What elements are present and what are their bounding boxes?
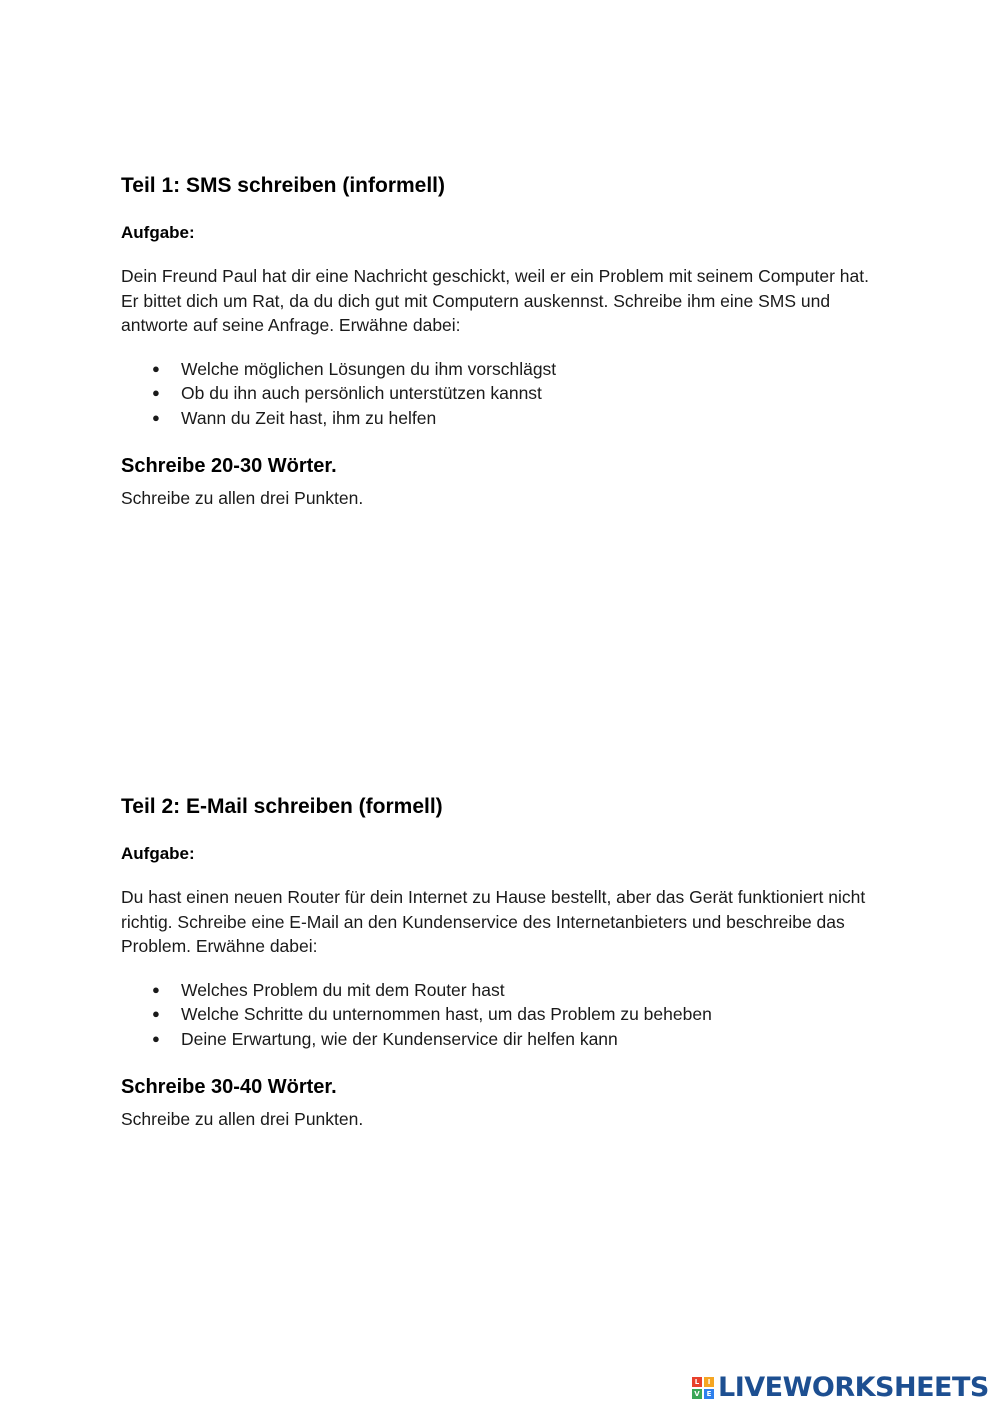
- instruction-note: Schreibe zu allen drei Punkten.: [121, 1109, 364, 1129]
- section-teil-1: [121, 172, 881, 510]
- list-item: [121, 1027, 881, 1052]
- list-item: [121, 357, 881, 382]
- list-item-text: Wann du Zeit hast, ihm zu helfen: [181, 407, 437, 428]
- list-item-text: Ob du ihn auch persönlich unterstützen kannst: [181, 383, 542, 403]
- word-count-heading: Schreibe 30-40 Wörter.: [121, 1076, 337, 1098]
- logo-letter-i: I: [704, 1377, 714, 1387]
- bullet-icon: ●: [152, 981, 160, 997]
- section-title: Teil 2: E-Mail schreiben (formell): [121, 795, 443, 818]
- section-title: Teil 1: SMS schreiben (informell): [121, 174, 446, 197]
- logo-letter-e: E: [704, 1389, 714, 1399]
- list-item: [121, 1002, 881, 1027]
- bullet-icon: ●: [152, 1006, 160, 1021]
- list-item: [121, 381, 881, 406]
- liveworksheets-logo: [692, 1372, 989, 1404]
- bullet-icon: ●: [152, 360, 160, 376]
- list-item-text: Welche Schritte du unternommen hast, um das Problem zu beheben: [181, 1004, 712, 1024]
- task-label: Aufgabe:: [121, 844, 195, 863]
- section-teil-2: [121, 793, 881, 1131]
- list-item-text: Welches Problem du mit dem Router hast: [181, 979, 505, 1000]
- list-item-text: Welche möglichen Lösungen du ihm vorschlägst: [181, 358, 557, 379]
- logo-letter-l: L: [692, 1377, 702, 1387]
- task-text: Du hast einen neuen Router für dein Internet zu Hause bestellt, aber das Gerät funktioniert nicht richtig. Schreibe eine E-Mail an den Kundenservice des Internetanbieters und beschreibe das Problem. Erwähne dabei:: [121, 887, 866, 956]
- bullet-list: [121, 978, 881, 1052]
- logo-letter-v: V: [692, 1389, 702, 1399]
- bullet-list: [121, 357, 881, 431]
- bullet-icon: ●: [152, 1030, 160, 1046]
- list-item-text: Deine Erwartung, wie der Kundenservice dir helfen kann: [181, 1028, 618, 1049]
- task-label: Aufgabe:: [121, 223, 195, 242]
- brand-name: LIVEWORKSHEETS: [718, 1372, 989, 1403]
- word-count-heading: Schreibe 20-30 Wörter.: [121, 455, 337, 477]
- list-item: [121, 406, 881, 431]
- task-text: Dein Freund Paul hat dir eine Nachricht geschickt, weil er ein Problem mit seinem Computer hat. Er bittet dich um Rat, da du dich gut mit Computern auskennst. Schreibe ihm eine SMS und antworte auf seine Anfrage. Erwähne dabei:: [121, 266, 869, 335]
- brand-mark-icon: [692, 1377, 714, 1399]
- bullet-icon: ●: [152, 385, 160, 400]
- instruction-note: Schreibe zu allen drei Punkten.: [121, 488, 364, 508]
- list-item: [121, 978, 881, 1003]
- bullet-icon: ●: [152, 409, 160, 425]
